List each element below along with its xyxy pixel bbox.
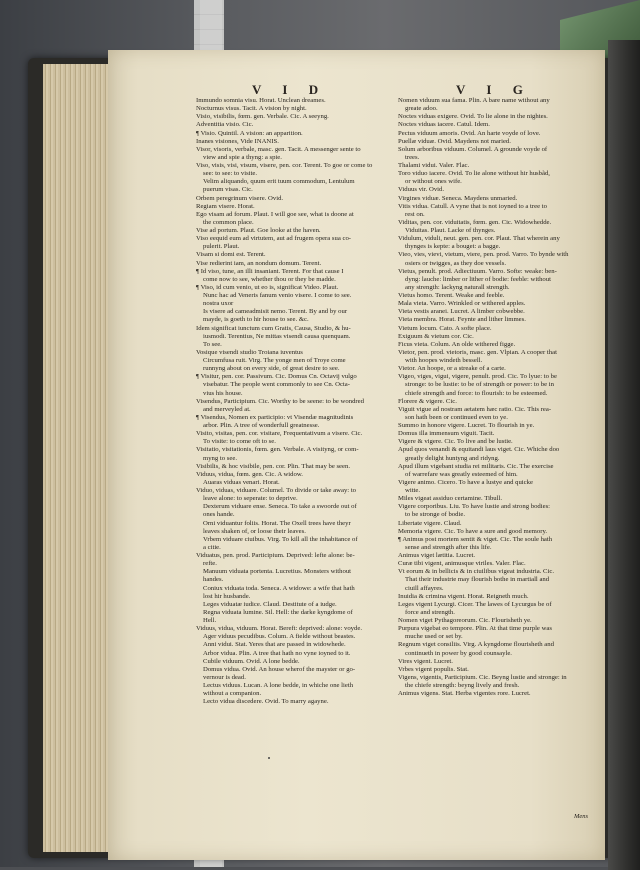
dictionary-line: Nunc hac ad Veneris fanum venio visere. I come to see. (203, 292, 352, 299)
dictionary-line: Inanes visiones, Vide INANIS. (196, 137, 279, 145)
dictionary-line: Ego visam ad forum. Plaut. I will goe see, what is doone at (196, 210, 354, 218)
dictionary-line: Vires vigent. Lucret. (398, 657, 453, 665)
dictionary-line: Vigeo, viges, vigui, vigere, penult. prod. Cic. To lyue: to be (398, 373, 557, 381)
dictionary-line: and merveyled at. (203, 405, 251, 413)
dictionary-line: To see. (203, 340, 222, 348)
dictionary-line: Exiguum & vietum cor. Cic. (398, 332, 474, 340)
dictionary-line: or without ones wife. (405, 178, 462, 186)
dictionary-line: with hoopes windeth bessell. (405, 357, 483, 364)
running-header-right: V I G (456, 82, 532, 97)
dictionary-line: Animus viget lætitia. Lucret. (398, 552, 476, 559)
dictionary-line: Arbor vidua. Plin. A tree that hath no vyne ioyned to it. (203, 649, 351, 657)
dictionary-line: Memoria vigere. Cic. To have a sure and good memory. (398, 527, 548, 535)
dictionary-line: greate adoo. (405, 105, 438, 113)
dictionary-line: witte. (405, 487, 421, 494)
dictionary-line: Viguit vigue ad nostram aetatem hæc ratio. Cic. This rea- (398, 405, 552, 413)
dictionary-line: Nomen viget Pythagoreorum. Cic. Flourisheth ye. (398, 617, 532, 624)
dictionary-line: Viso eequid eum ad virtutem, aut ad frugem opera sua co- (196, 235, 352, 243)
dictionary-line: refte. (203, 560, 217, 568)
dictionary-line: pulerit. Plaut. (203, 243, 240, 251)
dictionary-line: Vt eorum & in bellicis & in ciuilibus vigeat industria. Cic. (398, 568, 555, 576)
dictionary-line: ¶ Visitur, pen. cor. Passivum. Cic. Domus Cn. Octavij vulgo (196, 373, 357, 381)
dictionary-line: force and strength. (405, 608, 455, 616)
dictionary-line: Vrbem viduare ciuibus. Virg. To kill all the inhabitance of (203, 535, 358, 543)
dictionary-line: Anni vidui. Stat. Yeres that are passed in widowhede. (203, 641, 346, 649)
dictionary-line: Leges vigent Lycurgi. Cicer. The lawes of Lycurgus be of (398, 600, 552, 608)
dictionary-line: Lectus viduus. Lucan. A lone bedde, in whiche one lieth (203, 682, 354, 689)
dictionary-line: runnyng about on every side, of great desire to see. (203, 365, 340, 373)
dictionary-line: handes. (203, 576, 224, 584)
dictionary-line: ¶ Visio. Quintil. A vision: an apparition. (196, 129, 303, 137)
dictionary-line: Manuum viduata portenta. Lucretius. Monsters without (203, 568, 352, 576)
dictionary-line: To visite: to come oft to se. (203, 438, 276, 446)
dictionary-line: Apud illum vigebant studia rei militaris. Cic. The exercise (398, 462, 554, 470)
dictionary-line: ¶ Id viso, tune, an illi insaniant. Terent. For that cause I (196, 267, 344, 275)
catchword: Mens (574, 813, 589, 820)
dictionary-line: Visam si domi est. Terent. (196, 251, 266, 259)
dictionary-line: Summo in honore vigere. Lucret. To flourish in ye. (398, 422, 535, 429)
dictionary-line: Vidulum, viduli, neut. gen. pen. cor. Plaut. That wherein any (398, 235, 560, 243)
dictionary-line: Vigens, vigentis, Participium. Cic. Beyng lustie and stronge: in (398, 673, 567, 681)
dictionary-line: greatly delight huntyng and ridyng. (405, 454, 500, 462)
dictionary-line: vius his house. (203, 389, 243, 397)
dictionary-line: Noctes viduas exigere. Ovid. To lie alone in the nightes. (398, 113, 548, 121)
dictionary-line: Viduatus, pen. prod. Participium. Deprived: lefte alone: be- (196, 552, 355, 559)
dictionary-line: visebatur. The people went commonly to see Cn. Octa- (203, 381, 350, 389)
dictionary-line: sense and strength after this life. (405, 543, 492, 551)
dictionary-line: Purpura vigebat eo tempore. Plin. At that time purple was (398, 625, 552, 633)
dictionary-line: Auaras viduas venari. Horat. (203, 478, 280, 486)
dictionary-line: Viduus, vidua, viduum. Horat. Bereft: deprived: alone: voyde. (196, 625, 363, 633)
dictionary-line: arbor. Plin. A tree of wonderfull greatnesse. (203, 422, 320, 429)
dictionary-line: Vigere corporibus. Liu. To have lustie and strong bodies: (398, 503, 551, 511)
dictionary-line: ¶ Viso, id cum venio, ut eo is, significat Video. Plaut. (196, 283, 339, 291)
dictionary-line: Pectus viduum amoris. Ovid. An harte voyde of love. (398, 129, 541, 137)
dictionary-line: muche used or set by. (405, 633, 463, 641)
dictionary-line: Nomen viduum sua fama. Plin. A bare name without any (398, 97, 550, 104)
dictionary-line: to be stronge of bodie. (405, 511, 465, 519)
dictionary-line: Immundo somnia visu. Horat. Unclean dreames. (196, 97, 326, 104)
dictionary-line: Toro viduo iacere. Ovid. To lie alone without hir husbãd, (398, 170, 550, 178)
dictionary-line: Orbem peregrinum visere. Ovid. (196, 194, 284, 202)
dictionary-line: come now to see, whether thou or they be madde. (203, 275, 336, 283)
dictionary-line: the chiefe strength: beyng lively and fresh. (405, 682, 520, 689)
dictionary-line: osiers or twigges, as they doe vessels. (405, 259, 507, 267)
dictionary-line: Inuidia & crimina vigent. Horat. Reigneth much. (398, 592, 529, 600)
dictionary-line: Viduus vir. Ovid. (398, 186, 445, 194)
dictionary-line: Visendus, Participium. Cic. Worthy to be seene: to be wondred (196, 397, 364, 405)
dictionary-line: view and spie a thyng: a spie. (203, 153, 282, 161)
dictionary-line: rest on. (405, 210, 425, 218)
dictionary-line: Circumfusa ruit. Virg. The yonge men of Troye come (203, 357, 346, 364)
dictionary-line: Regiam visere. Horat. (196, 202, 255, 210)
dictionary-line: Dexterum viduare ense. Seneca. To take a swoorde out of (203, 503, 357, 511)
dictionary-line: Viduus, vidua, fœm. gen. Cic. A widow. (196, 470, 303, 478)
dictionary-line: Lecto vidua discedere. Ovid. To marry agayne. (203, 698, 329, 706)
dictionary-line: Viduitas. Plaut. Lacke of thynges. (405, 227, 496, 234)
dictionary-line: Is visere ad cameadmisit nemo. Terent. By and by our (203, 308, 348, 316)
dictionary-line: Thalami vidui. Valer. Flac. (398, 162, 470, 169)
dictionary-line: Viduo, viduas, viduare. Columel. To divide or take away: to (196, 487, 357, 494)
running-header-left: V I D (252, 82, 328, 97)
dictionary-line: Vise redierint iam, an nondum domum. Terent. (196, 259, 322, 267)
dictionary-line: Vigere animo. Cicero. To have a lustye and quicke (398, 478, 533, 486)
dictionary-line: Ficus vieta. Colum. An olde withered figge. (398, 340, 516, 348)
dictionary-line: Nocturnus visus. Tacit. A vision by night. (196, 105, 307, 113)
dictionary-line: vernour is dead. (203, 673, 246, 681)
dictionary-line: Solum arboribus viduum. Columel. A grounde voyde of (398, 145, 548, 153)
dictionary-line: Orni viduantur foliis. Horat. The Oxell trees have theyr (203, 519, 351, 527)
dictionary-line: ciuill affayres. (405, 584, 444, 592)
dictionary-line: chiefe strength and force: to flourish: to be esteemed. (405, 389, 548, 397)
dictionary-line: trees. (405, 153, 420, 161)
dictionary-line: a citie. (203, 543, 221, 551)
dictionary-line: Vietum locum. Cato. A softe place. (398, 324, 492, 332)
dictionary-line: Viditas, pen. cor. viduitatis, fœm. gen. Cic. Widowhedde. (398, 218, 552, 226)
dictionary-line: That their industrie may flourish bothe in martiall and (405, 576, 550, 584)
dictionary-line: see: to see: to visite. (203, 170, 258, 178)
dictionary-line: ¶ Visendus, Nomen ex participio: vt Visendæ magnitudinis (196, 413, 354, 421)
dictionary-line: Regna viduata lumine. Sil. Hell: the darke kyngdome of (203, 608, 353, 616)
dictionary-line: leaves shaken of, or loose their leaves. (203, 527, 306, 535)
dictionary-line: continueth in power by good counsayle. (405, 649, 512, 657)
dictionary-line: Visio, visibilis, fœm. gen. Verbale. Cic. A seeyng. (196, 113, 329, 121)
dictionary-line: Curæ tibi vigent, animusque viriles. Valer. Flac. (398, 560, 526, 568)
dictionary-line: Domus vidua. Ovid. An house wherof the mayster or go- (203, 665, 356, 673)
dictionary-line: Vietus homo. Terent. Weake and feeble. (398, 292, 505, 299)
dictionary-line: Mala vieta. Varro. Wrinkled or withered apples. (398, 300, 526, 308)
dictionary-line: ones hande. (203, 511, 235, 519)
dictionary-line: Vieta vestis aranei. Lucret. A limber cobwebbe. (398, 308, 525, 316)
dictionary-line: Visibilis, & hoc visibile, pen. cor. Plin. That may be seen. (196, 462, 351, 470)
dictionary-line: Florere & vigere. Cic. (398, 397, 457, 405)
dictionary-line: iusmodi. Terentius, Ne mittas visendi causa quenquam. (203, 332, 351, 340)
dictionary-line: leave alone: to seperate: to deprive. (203, 495, 298, 503)
dictionary-line: Virgines viduæ. Seneca. Maydens unmaried. (398, 194, 518, 202)
dictionary-line: Vietus, penult. prod. Adiectiuum. Varro. Softe: weake: ben- (398, 267, 557, 275)
dictionary-line: Viso, visis, visi, visum, visere, pen. cor. Terent. To goe or come to (196, 162, 373, 169)
dictionary-line: Coniux viduata toda. Seneca. A widowe: a wife that hath (203, 584, 355, 592)
dictionary-line: Apud quos venandi & equitandi laus viget. Cic. Whiche doo (398, 446, 560, 454)
dictionary-line: Visito, visitas, pen. cor. visitare, Frequentativum a visere. Cic. (196, 430, 363, 438)
ink-speck (268, 757, 270, 759)
dictionary-line: Vrbes vigent populis. Stat. (398, 665, 469, 673)
dictionary-line: Vise ad portum. Plaut. Goe looke at the haven. (196, 227, 321, 234)
dictionary-line: Animus vigens. Stat. Herba vigentes rore. Lucret. (398, 690, 531, 698)
dictionary-line: Noctes viduas iacere. Catul. Idem. (398, 121, 490, 129)
dictionary-line: stronge: to be lustie: to be of strength or power: to be in (405, 381, 554, 389)
dictionary-line: Vosique visendi studio Troiana iuventus (196, 348, 303, 356)
dictionary-line: Libertate vigere. Claud. (398, 519, 462, 527)
dictionary-line: without a companion. (203, 690, 262, 698)
dictionary-line: Regnum viget consiliis. Virg. A kyngdome flourisheth and (398, 641, 554, 649)
dictionary-line: Miles vigeat assiduo certamine. Tibull. (398, 495, 503, 503)
dictionary-line: Cubile viduum. Ovid. A lone bedde. (203, 657, 300, 665)
dictionary-line: Leges viduatæ iudice. Claud. Destitute of a iudge. (203, 600, 337, 608)
dictionary-line: Ager viduus pecudibus. Colum. A fielde without beastes. (203, 633, 356, 641)
dictionary-line: of warrefare was greatly esteemed of him. (405, 470, 518, 478)
dictionary-line: Adventitia visio. Cic. (196, 121, 254, 129)
dictionary-line: Vietor, pen. prod. vietoris, masc. gen. Vlpian. A cooper that (398, 348, 557, 356)
dictionary-line: Vietor. An hoope, or a streake of a carte. (398, 365, 506, 373)
dictionary-line: any strength: lackyng naturall strength. (405, 283, 510, 291)
dictionary-line: Vigere & vigere. Cic. To live and be lustie. (398, 438, 513, 446)
dictionary-line: Domus illa immensum viguit. Tacit. (398, 430, 495, 438)
dictionary-line: Hell. (203, 617, 217, 624)
dictionary-line: Visitatio, visitationis, fœm. gen. Verbale. A visityng, or com- (196, 446, 359, 454)
dictionary-line: ¶ Animus post mortem sentit & viget. Cic. The soule hath (398, 535, 553, 543)
dictionary-line: nostra uxor (203, 300, 234, 308)
dictionary-line: thynges is kepte: a bouget: a bagge. (405, 243, 501, 251)
dictionary-column-right (398, 97, 601, 698)
dictionary-line: mayde, is goeth to hir house to see. &c. (203, 316, 309, 324)
right-gutter (608, 40, 640, 870)
dictionary-line: Vieo, vies, vievi, vietum, viere, pen. prod. Varro. To bynde with (398, 251, 569, 259)
dictionary-line: dyng: lauche: limber or lither of bodie: feeble: without (405, 275, 551, 283)
dictionary-line: puerum visas. Cic. (203, 186, 253, 194)
dictionary-line: Idem significat iunctum cum Gratis, Causa, Studio, & hu- (196, 324, 351, 332)
dictionary-line: lost hir husbande. (203, 592, 251, 600)
dictionary-line: Vieta membra. Horat. Feynte and lither limmes. (398, 316, 526, 324)
dictionary-line: Puellæ viduæ. Ovid. Maydens not maried. (398, 137, 511, 145)
dictionary-line: Visor, visoris, verbale, masc. gen. Tacit. A messenger sente to (196, 145, 361, 153)
dictionary-line: the common place. (203, 218, 254, 226)
dictionary-column-left (196, 97, 396, 706)
dictionary-line: Vitis vidua. Catull. A vyne that is not ioyned to a tree to (398, 202, 547, 210)
dictionary-line: son hath been or continued even to ye. (405, 413, 508, 421)
dictionary-line: Velim aliquando, quum erit tuum commodum, Lentulum (203, 178, 355, 186)
dictionary-line: myng to see. (203, 454, 237, 462)
